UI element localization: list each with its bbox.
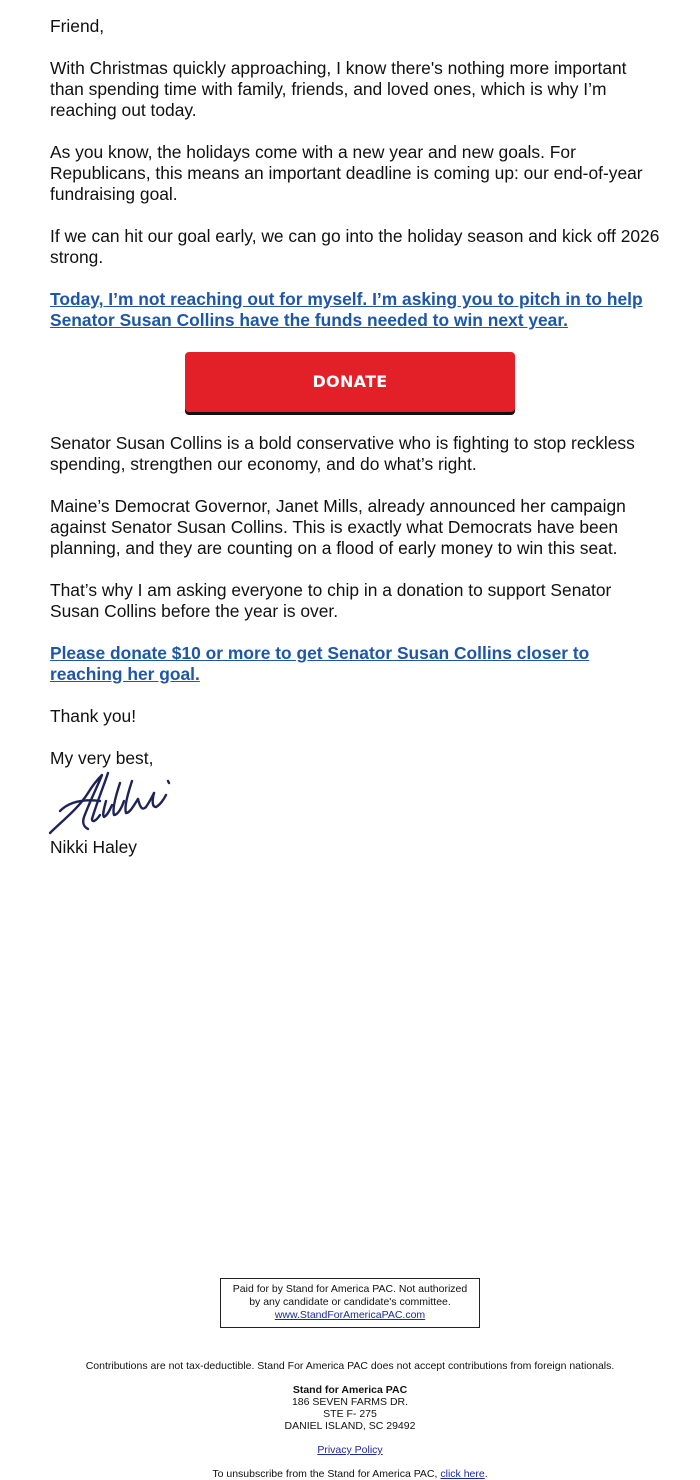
- paid-for-disclaimer: [220, 1278, 480, 1328]
- email-body: [50, 16, 660, 879]
- tax-notice: Contributions are not tax-deductible. Stand For America PAC does not accept contributions from foreign nationals.: [85, 1360, 615, 1372]
- disclaimer-line-1: Paid for by Stand for America PAC. Not authorized: [232, 1283, 468, 1295]
- unsubscribe-text: To unsubscribe from the Stand for America PAC,: [212, 1468, 441, 1480]
- donate-button[interactable]: DONATE: [185, 352, 515, 412]
- greeting: Friend,: [50, 16, 105, 36]
- signature-icon: [48, 771, 173, 837]
- signer-name: Nikki Haley: [50, 837, 137, 857]
- paragraph-collins: Senator Susan Collins is a bold conservative who is fighting to stop reckless spending, strengthen our economy, and do what’s right.: [50, 433, 635, 474]
- org-name: Stand for America PAC: [292, 1384, 408, 1396]
- closing: My very best,: [50, 748, 154, 768]
- privacy-policy-link[interactable]: Privacy Policy: [317, 1444, 383, 1456]
- paragraph-intro: With Christmas quickly approaching, I know there's nothing more important than spending time with family, friends, and loved ones, which is why I’m reaching out today.: [50, 58, 627, 120]
- disclaimer-line-2: by any candidate or candidate's committee.: [249, 1296, 451, 1308]
- paragraph-mills: Maine’s Democrat Governor, Janet Mills, already announced her campaign against Senator Susan Collins. This is exactly what Democrats have been planning, and they are counting on a flood of early money to win this seat.: [50, 496, 626, 558]
- mailing-address: [0, 1384, 700, 1432]
- address-line-1: 186 SEVEN FARMS DR.: [291, 1396, 409, 1408]
- address-line-3: DANIEL ISLAND, SC 29492: [284, 1420, 416, 1432]
- cta-paragraph-2: [50, 643, 660, 685]
- paragraph-chip-in: That’s why I am asking everyone to chip in a donation to support Senator Susan Collins before the year is over.: [50, 580, 612, 621]
- donate-10-link[interactable]: Please donate $10 or more to get Senator Susan Collins closer to reaching her goal.: [50, 643, 590, 684]
- unsubscribe-link[interactable]: click here: [440, 1468, 485, 1480]
- cta-paragraph-1: [50, 289, 660, 331]
- pitch-in-link[interactable]: Today, I’m not reaching out for myself. I’m asking you to pitch in to help Senator Susan Collins have the funds needed to win next year.: [50, 289, 643, 330]
- address-line-2: STE F- 275: [323, 1408, 377, 1420]
- donate-button-wrap: [50, 352, 660, 412]
- unsubscribe-row: [0, 1468, 700, 1480]
- paragraph-early-goal: If we can hit our goal early, we can go into the holiday season and kick off 2026 strong.: [50, 226, 660, 267]
- paragraph-goals: As you know, the holidays come with a new year and new goals. For Republicans, this means an important deadline is coming up: our end-of-year fundraising goal.: [50, 142, 643, 204]
- privacy-row: [0, 1444, 700, 1456]
- unsubscribe-end: .: [484, 1468, 488, 1480]
- pac-website-link[interactable]: www.StandForAmericaPAC.com: [274, 1309, 426, 1321]
- thanks: Thank you!: [50, 706, 137, 726]
